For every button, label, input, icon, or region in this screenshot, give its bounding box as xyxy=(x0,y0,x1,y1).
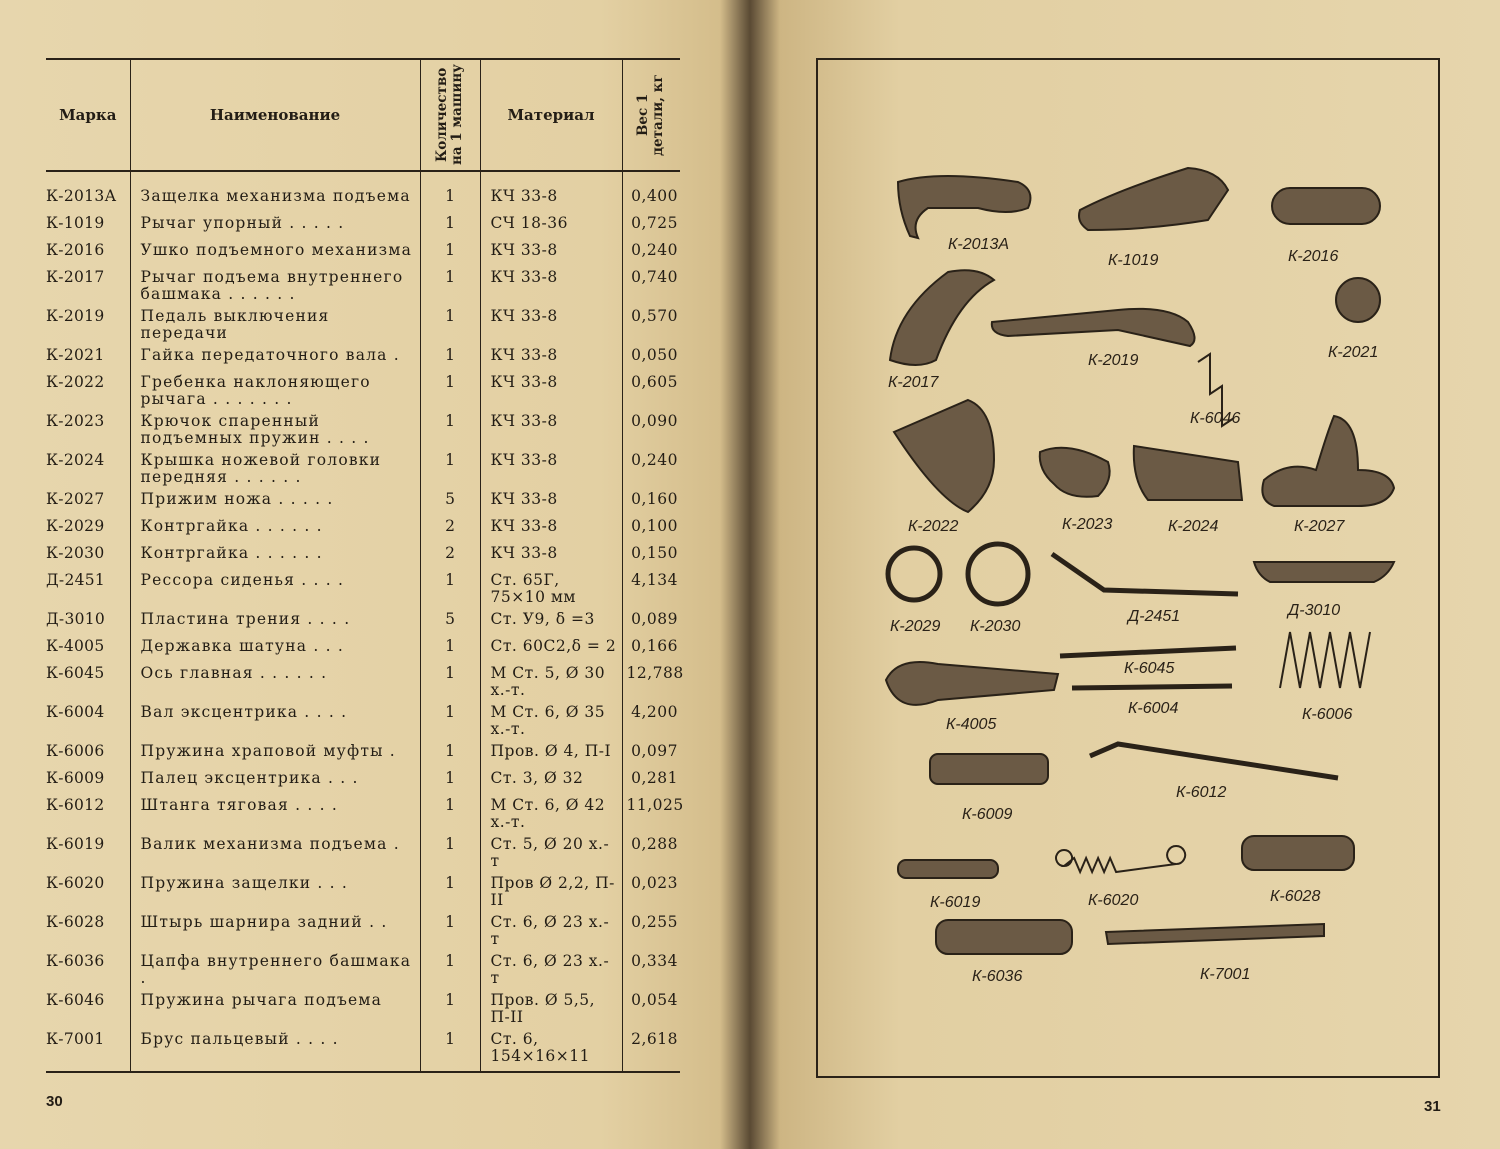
row-qty: 1 xyxy=(420,663,480,702)
row-material: Пров Ø 2,2, П-II xyxy=(480,873,622,912)
table-row xyxy=(46,609,680,636)
row-name: Цапфа внутреннего башмака . xyxy=(130,951,420,990)
row-name: Державка шатуна . . . xyxy=(130,636,420,663)
row-material: КЧ 33-8 xyxy=(480,345,622,372)
row-name: Ушко подъемного механизма xyxy=(130,240,420,267)
row-qty: 1 xyxy=(420,240,480,267)
row-name: Педаль выключения передачи xyxy=(130,306,420,345)
table-row xyxy=(46,489,680,516)
row-name: Рессора сиденья . . . . xyxy=(130,570,420,609)
label-k6006: К-6006 xyxy=(1302,706,1353,723)
row-name: Штанга тяговая . . . . xyxy=(130,795,420,834)
parts-figure-frame xyxy=(816,58,1440,1078)
table-row xyxy=(46,543,680,570)
row-material: Ст. 60С2,δ = 2 xyxy=(480,636,622,663)
table-row xyxy=(46,1029,680,1072)
row-name: Крючок спаренный подъемных пружин . . . . xyxy=(130,411,420,450)
row-material: КЧ 33-8 xyxy=(480,171,622,213)
row-mark: Д-3010 xyxy=(46,610,106,628)
part-k6019-drawing xyxy=(898,860,998,878)
row-name: Гайка передаточного вала . xyxy=(130,345,420,372)
row-qty: 1 xyxy=(420,873,480,912)
row-weight: 0,740 xyxy=(622,267,680,306)
table-row xyxy=(46,267,680,306)
table-header-row xyxy=(46,59,680,171)
table-row xyxy=(46,213,680,240)
row-mark: К-6009 xyxy=(46,769,105,787)
table-row xyxy=(46,663,680,702)
part-k2027-drawing xyxy=(1262,416,1394,506)
row-material: СЧ 18-36 xyxy=(480,213,622,240)
row-mark: К-2023 xyxy=(46,412,105,430)
part-k6036-drawing xyxy=(936,920,1072,954)
row-material: Ст. 3, Ø 32 xyxy=(480,768,622,795)
part-k2019-drawing xyxy=(992,309,1195,346)
row-material: Пров. Ø 5,5, П-II xyxy=(480,990,622,1029)
row-qty: 1 xyxy=(420,372,480,411)
part-k6004-drawing xyxy=(1072,686,1232,688)
row-name: Гребенка наклоняющего рычага . . . . . . . xyxy=(130,372,420,411)
row-name: Штырь шарнира задний . . xyxy=(130,912,420,951)
row-mark: К-6019 xyxy=(46,835,105,853)
label-k2016: К-2016 xyxy=(1288,248,1339,265)
header-qty xyxy=(420,59,480,171)
row-material: Ст. 5, Ø 20 х.-т xyxy=(480,834,622,873)
row-mark: К-2030 xyxy=(46,544,105,562)
header-material: Материал xyxy=(480,59,622,171)
label-k6020: К-6020 xyxy=(1088,892,1139,909)
row-mark: К-2024 xyxy=(46,451,105,469)
table-row xyxy=(46,306,680,345)
row-name: Вал эксцентрика . . . . xyxy=(130,702,420,741)
row-qty: 1 xyxy=(420,345,480,372)
row-qty: 1 xyxy=(420,636,480,663)
row-name: Пружина рычага подъема xyxy=(130,990,420,1029)
label-k2017: К-2017 xyxy=(888,374,939,391)
table-body xyxy=(46,171,684,1072)
row-qty: 1 xyxy=(420,450,480,489)
row-qty: 5 xyxy=(420,489,480,516)
part-k6012-drawing xyxy=(1090,744,1338,778)
label-k2019: К-2019 xyxy=(1088,352,1139,369)
row-mark: К-6046 xyxy=(46,991,105,1009)
row-weight: 12,788 xyxy=(622,663,680,702)
row-mark: К-4005 xyxy=(46,637,105,655)
row-weight: 0,097 xyxy=(622,741,680,768)
row-mark: К-2019 xyxy=(46,307,105,325)
row-mark: К-2016 xyxy=(46,241,105,259)
row-weight: 0,023 xyxy=(622,873,680,912)
row-material: КЧ 33-8 xyxy=(480,543,622,570)
part-k2013a-drawing xyxy=(898,176,1030,238)
row-qty: 2 xyxy=(420,516,480,543)
part-k2017-drawing xyxy=(890,270,994,365)
part-k2030-drawing xyxy=(968,544,1028,604)
row-qty: 1 xyxy=(420,834,480,873)
row-name: Валик механизма подъема . xyxy=(130,834,420,873)
row-qty: 1 xyxy=(420,570,480,609)
row-material: КЧ 33-8 xyxy=(480,489,622,516)
left-page xyxy=(0,0,748,1149)
row-mark: К-2013А xyxy=(46,187,117,205)
row-weight: 0,570 xyxy=(622,306,680,345)
row-qty: 1 xyxy=(420,990,480,1029)
table-row xyxy=(46,372,680,411)
row-weight: 0,090 xyxy=(622,411,680,450)
row-name: Ось главная . . . . . . xyxy=(130,663,420,702)
row-weight: 11,025 xyxy=(622,795,680,834)
row-qty: 1 xyxy=(420,912,480,951)
row-name: Прижим ножа . . . . . xyxy=(130,489,420,516)
table-row xyxy=(46,795,680,834)
label-k6045: К-6045 xyxy=(1124,660,1175,677)
row-qty: 1 xyxy=(420,1029,480,1072)
label-k6009: К-6009 xyxy=(962,806,1013,823)
row-weight: 0,160 xyxy=(622,489,680,516)
row-material: КЧ 33-8 xyxy=(480,411,622,450)
row-weight: 0,288 xyxy=(622,834,680,873)
row-mark: К-2021 xyxy=(46,346,105,364)
row-material: КЧ 33-8 xyxy=(480,450,622,489)
part-k6009-drawing xyxy=(930,754,1048,784)
part-k2022-drawing xyxy=(894,400,994,512)
table-row xyxy=(46,834,680,873)
row-weight: 0,255 xyxy=(622,912,680,951)
row-weight: 0,334 xyxy=(622,951,680,990)
part-k6006-drawing xyxy=(1280,632,1370,688)
part-k2016-drawing xyxy=(1272,188,1380,224)
part-k7001-drawing xyxy=(1106,924,1324,944)
row-qty: 1 xyxy=(420,267,480,306)
label-k2022: К-2022 xyxy=(908,518,959,535)
label-k6019: К-6019 xyxy=(930,894,981,911)
row-name: Пластина трения . . . . xyxy=(130,609,420,636)
row-mark: К-6020 xyxy=(46,874,105,892)
row-mark: К-6004 xyxy=(46,703,105,721)
row-weight: 2,618 xyxy=(622,1029,680,1072)
row-material: КЧ 33-8 xyxy=(480,306,622,345)
row-mark: К-2027 xyxy=(46,490,105,508)
part-k2023-drawing xyxy=(1040,448,1110,497)
row-weight: 0,400 xyxy=(622,171,680,213)
row-material: КЧ 33-8 xyxy=(480,372,622,411)
row-weight: 0,240 xyxy=(622,450,680,489)
label-k4005: К-4005 xyxy=(946,716,997,733)
label-k2024: К-2024 xyxy=(1168,518,1219,535)
row-weight: 0,281 xyxy=(622,768,680,795)
row-weight: 0,089 xyxy=(622,609,680,636)
label-k2030: К-2030 xyxy=(970,618,1021,635)
row-name: Брус пальцевый . . . . xyxy=(130,1029,420,1072)
row-mark: К-6028 xyxy=(46,913,105,931)
label-d3010: Д-3010 xyxy=(1288,602,1341,619)
label-k2013a: К-2013А xyxy=(948,236,1010,253)
table-row xyxy=(46,768,680,795)
label-d2451: Д-2451 xyxy=(1128,608,1181,625)
table-row xyxy=(46,345,680,372)
row-weight: 0,605 xyxy=(622,372,680,411)
row-name: Защелка механизма подъема xyxy=(130,171,420,213)
part-k2021-drawing xyxy=(1336,278,1380,322)
row-material: Ст. 6, Ø 23 х.-т xyxy=(480,951,622,990)
row-mark: К-6045 xyxy=(46,664,105,682)
label-k6036: К-6036 xyxy=(972,968,1023,985)
row-name: Пружина храповой муфты . xyxy=(130,741,420,768)
table-row xyxy=(46,951,680,990)
row-qty: 1 xyxy=(420,306,480,345)
row-weight: 0,166 xyxy=(622,636,680,663)
label-k2023: К-2023 xyxy=(1062,516,1113,533)
row-mark: К-6012 xyxy=(46,796,105,814)
row-weight: 0,240 xyxy=(622,240,680,267)
table-row xyxy=(46,570,680,609)
table-row xyxy=(46,873,680,912)
row-name: Рычаг упорный . . . . . xyxy=(130,213,420,240)
part-k6020-drawing xyxy=(1056,846,1185,872)
row-material: КЧ 33-8 xyxy=(480,240,622,267)
label-k6046: К-6046 xyxy=(1190,410,1241,427)
row-mark: Д-2451 xyxy=(46,571,106,589)
table-row xyxy=(46,240,680,267)
label-k6028: К-6028 xyxy=(1270,888,1321,905)
part-k6028-drawing xyxy=(1242,836,1354,870)
row-mark: К-1019 xyxy=(46,214,105,232)
row-weight: 0,054 xyxy=(622,990,680,1029)
row-material: КЧ 33-8 xyxy=(480,267,622,306)
row-name: Контргайка . . . . . . xyxy=(130,516,420,543)
row-name: Рычаг подъема внутреннего башмака . . . . . . xyxy=(130,267,420,306)
table-row xyxy=(46,516,680,543)
part-k3010-drawing xyxy=(1254,562,1394,582)
row-material: Ст. У9, δ =3 xyxy=(480,609,622,636)
row-material: Ст. 6, Ø 23 х.-т xyxy=(480,912,622,951)
label-k2027: К-2027 xyxy=(1294,518,1345,535)
row-material: Ст. 6, 154×16×11 xyxy=(480,1029,622,1072)
label-k7001: К-7001 xyxy=(1200,966,1251,983)
row-qty: 5 xyxy=(420,609,480,636)
table-row xyxy=(46,912,680,951)
row-weight: 4,134 xyxy=(622,570,680,609)
row-material: М Ст. 6, Ø 42 х.-т. xyxy=(480,795,622,834)
row-name: Палец эксцентрика . . . xyxy=(130,768,420,795)
row-weight: 0,725 xyxy=(622,213,680,240)
row-mark: К-2017 xyxy=(46,268,105,286)
table-row xyxy=(46,990,680,1029)
part-k2024-drawing xyxy=(1134,446,1242,500)
row-mark: К-7001 xyxy=(46,1029,130,1072)
header-weight-text: Вес 1 детали, кг xyxy=(635,74,667,156)
parts-table xyxy=(46,58,684,1073)
part-k2029-drawing xyxy=(888,548,940,600)
right-page xyxy=(752,0,1500,1149)
row-name: Пружина защелки . . . xyxy=(130,873,420,912)
row-qty: 1 xyxy=(420,411,480,450)
row-name: Крышка ножевой головки передняя . . . . . . xyxy=(130,450,420,489)
row-mark: К-2022 xyxy=(46,373,105,391)
label-k6012: К-6012 xyxy=(1176,784,1227,801)
row-weight: 0,150 xyxy=(622,543,680,570)
row-qty: 1 xyxy=(420,795,480,834)
row-qty: 1 xyxy=(420,741,480,768)
header-name: Наименование xyxy=(130,59,420,171)
row-weight: 4,200 xyxy=(622,702,680,741)
part-k1019-drawing xyxy=(1079,168,1228,230)
row-qty: 2 xyxy=(420,543,480,570)
table-row xyxy=(46,636,680,663)
row-weight: 0,100 xyxy=(622,516,680,543)
row-material: М Ст. 6, Ø 35 х.-т. xyxy=(480,702,622,741)
label-k1019: К-1019 xyxy=(1108,252,1159,269)
row-material: Ст. 65Г, 75×10 мм xyxy=(480,570,622,609)
table-row xyxy=(46,450,680,489)
row-qty: 1 xyxy=(420,171,480,213)
page-number-right: 31 xyxy=(1424,1098,1441,1115)
parts-illustration xyxy=(818,60,1438,1076)
row-material: КЧ 33-8 xyxy=(480,516,622,543)
label-k2029: К-2029 xyxy=(890,618,941,635)
row-material: Пров. Ø 4, П-I xyxy=(480,741,622,768)
row-qty: 1 xyxy=(420,213,480,240)
part-k6045-drawing xyxy=(1060,648,1236,656)
page-number-left: 30 xyxy=(46,1093,63,1110)
header-weight xyxy=(622,59,680,171)
table-row xyxy=(46,411,680,450)
header-mark: Марка xyxy=(46,59,130,171)
part-k4005-drawing xyxy=(886,662,1058,705)
table-row xyxy=(46,171,680,213)
row-name: Контргайка . . . . . . xyxy=(130,543,420,570)
row-material: М Ст. 5, Ø 30 х.-т. xyxy=(480,663,622,702)
row-mark: К-6036 xyxy=(46,952,105,970)
header-qty-text: Количество на 1 машину xyxy=(434,64,465,166)
label-k6004: К-6004 xyxy=(1128,700,1179,717)
label-k2021: К-2021 xyxy=(1328,344,1379,361)
table-row xyxy=(46,702,680,741)
row-weight: 0,050 xyxy=(622,345,680,372)
row-qty: 1 xyxy=(420,702,480,741)
part-k2451-drawing xyxy=(1052,554,1238,594)
row-qty: 1 xyxy=(420,951,480,990)
row-qty: 1 xyxy=(420,768,480,795)
table-row xyxy=(46,741,680,768)
row-mark: К-6006 xyxy=(46,742,105,760)
row-mark: К-2029 xyxy=(46,517,105,535)
